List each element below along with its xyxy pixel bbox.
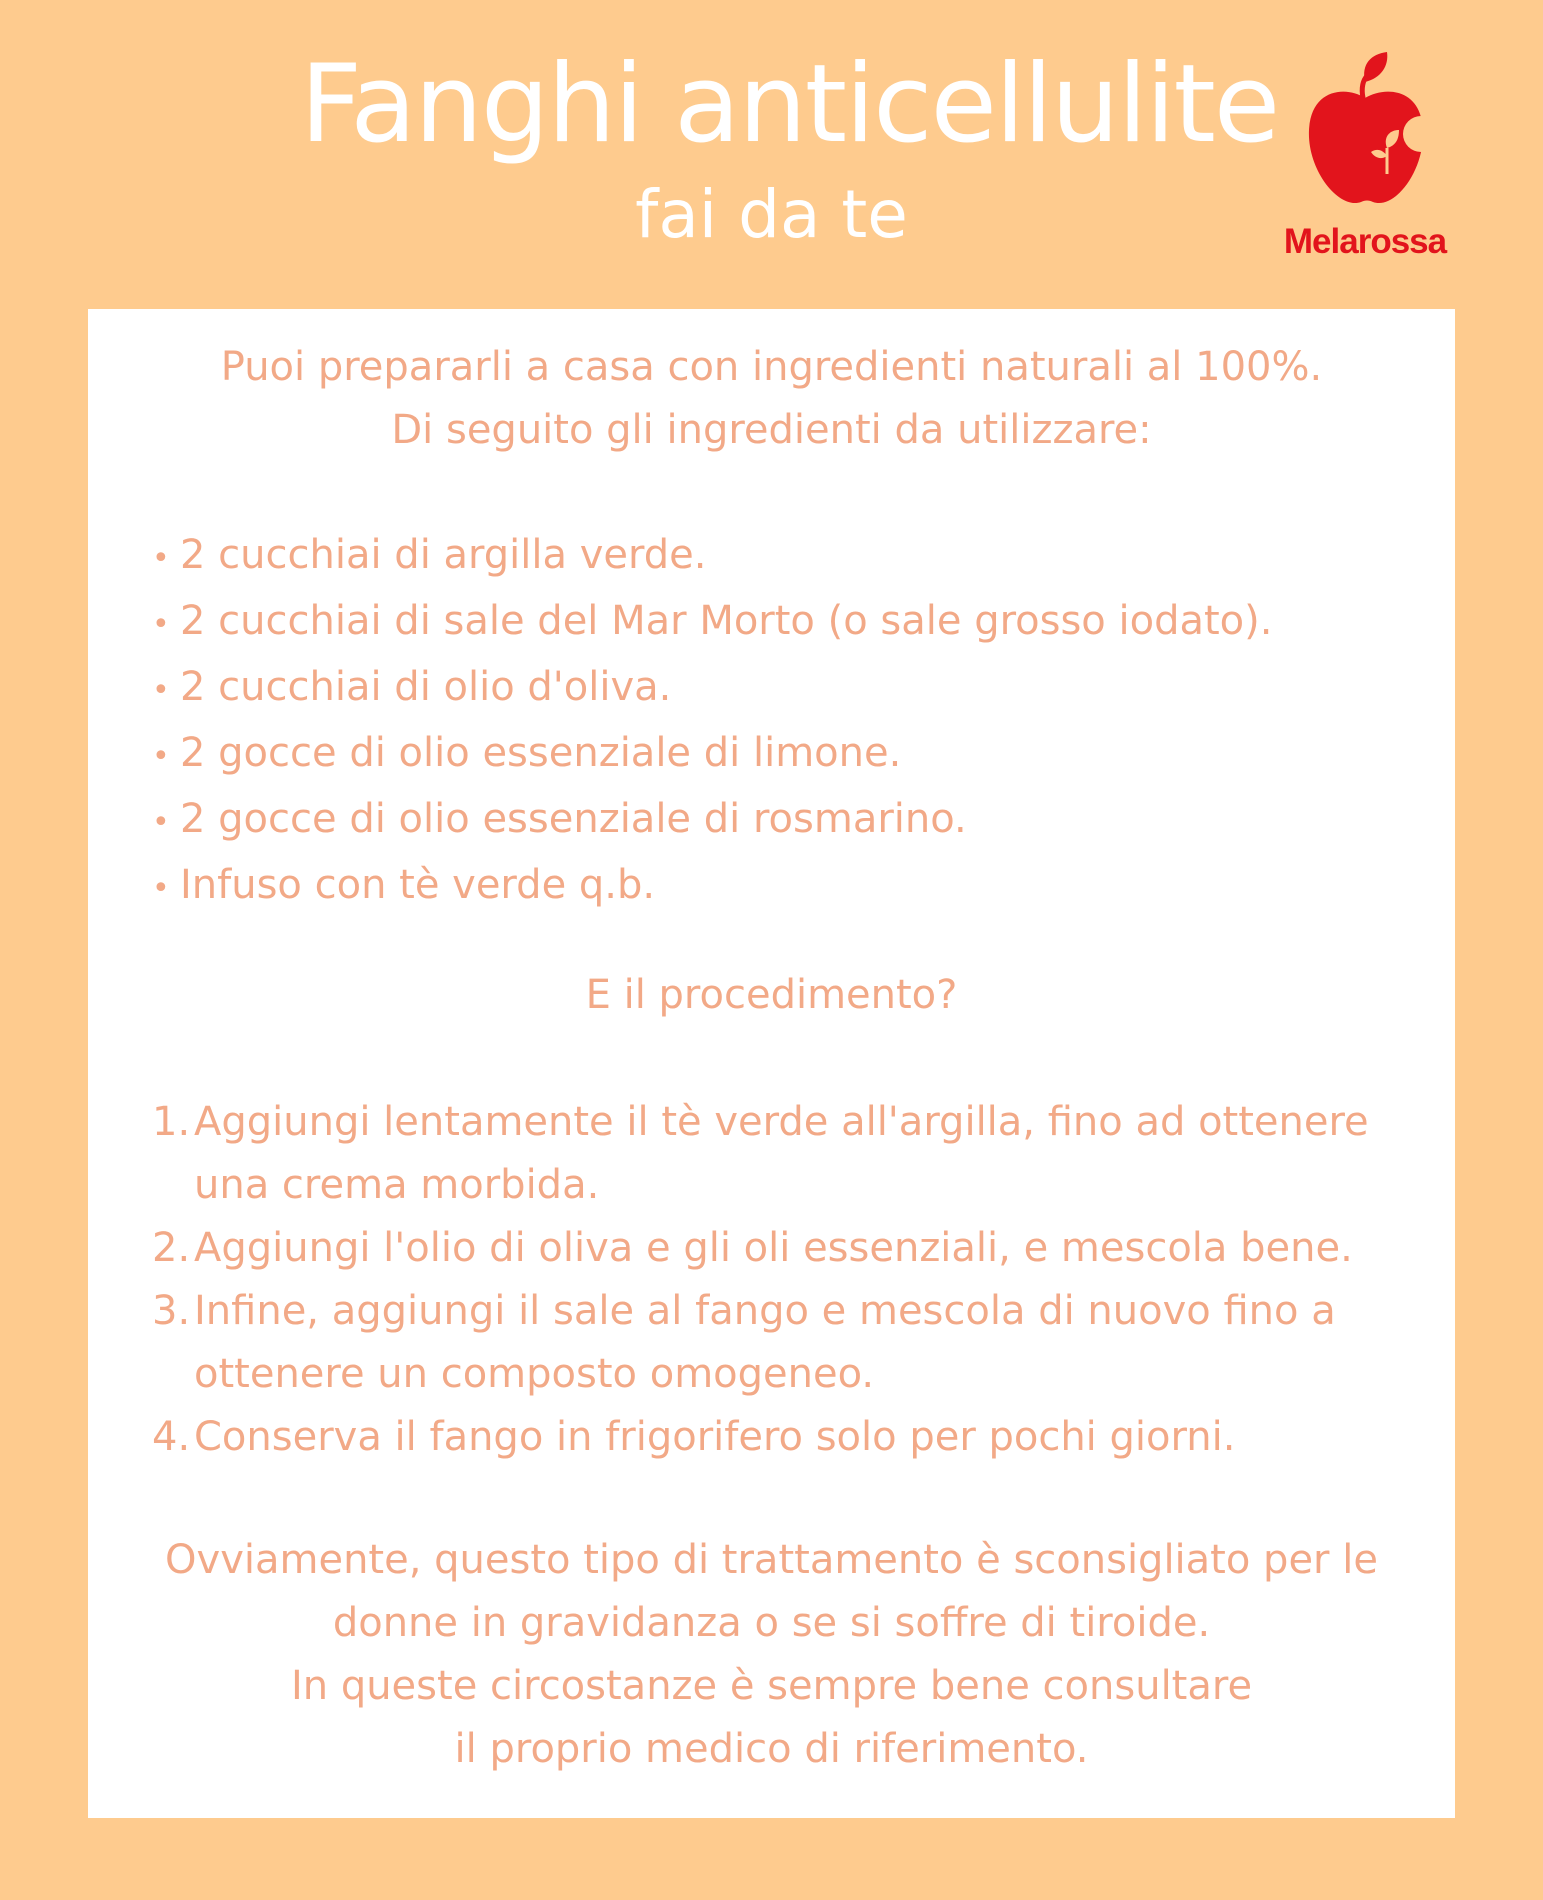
bullet-icon: •: [152, 673, 170, 708]
step-number: 3.: [152, 1288, 191, 1334]
bullet-icon: •: [152, 739, 170, 774]
step-number: 2.: [152, 1225, 191, 1271]
header: [0, 0, 1543, 300]
step-text: Aggiungi lentamente il tè verde all'argilla, fino ad ottenere: [194, 1099, 1369, 1145]
ingredient-text: 2 cucchiai di sale del Mar Morto (o sale grosso iodato).: [180, 598, 1273, 644]
step-item: [152, 1217, 1424, 1280]
list-item: [152, 854, 1272, 920]
step-number: 1.: [152, 1099, 191, 1145]
bullet-icon: •: [152, 541, 170, 576]
step-text: Infine, aggiungi il sale al fango e mescola di nuovo fino a: [194, 1288, 1336, 1334]
bullet-icon: •: [152, 607, 170, 642]
step-number: 4.: [152, 1414, 191, 1460]
brand-logo: [1265, 52, 1465, 272]
intro-line: Di seguito gli ingredienti da utilizzare:: [391, 407, 1152, 453]
note-line: Ovviamente, questo tipo di trattamento è sconsigliato per le: [165, 1537, 1378, 1583]
step-text: una crema morbida.: [194, 1162, 600, 1208]
intro-line: Puoi prepararli a casa con ingredienti naturali al 100%.: [220, 344, 1323, 390]
bullet-icon: •: [152, 871, 170, 906]
content-card: [88, 309, 1455, 1818]
ingredient-text: 2 cucchiai di olio d'oliva.: [180, 664, 672, 710]
list-item: [152, 524, 1272, 590]
ingredient-text: Infuso con tè verde q.b.: [180, 862, 656, 908]
apple-icon: [1303, 52, 1427, 212]
step-text: ottenere un composto omogeneo.: [194, 1351, 875, 1397]
step-item: [152, 1091, 1424, 1217]
ingredient-text: 2 cucchiai di argilla verde.: [180, 532, 707, 578]
step-item: [152, 1280, 1424, 1406]
note-line: il proprio medico di riferimento.: [454, 1726, 1089, 1772]
note-line: donne in gravidanza o se si soffre di tiroide.: [332, 1600, 1211, 1646]
disclaimer-note: [88, 1529, 1455, 1781]
ingredient-text: 2 gocce di olio essenziale di limone.: [180, 730, 902, 776]
step-item: [152, 1406, 1424, 1469]
page-title: Fanghi anticellulite: [300, 42, 1279, 167]
list-item: [152, 788, 1272, 854]
note-line: In queste circostanze è sempre bene consultare: [290, 1663, 1253, 1709]
list-item: [152, 722, 1272, 788]
step-text: Conserva il fango in frigorifero solo per pochi giorni.: [194, 1414, 1236, 1460]
page-subtitle: fai da te: [635, 176, 908, 253]
procedure-title: E il procedimento?: [585, 972, 958, 1018]
intro-text: [88, 336, 1455, 462]
list-item: [152, 656, 1272, 722]
step-text: Aggiungi l'olio di oliva e gli oli essenziali, e mescola bene.: [194, 1225, 1353, 1271]
brand-name: Melarossa: [1283, 222, 1447, 261]
ingredient-text: 2 gocce di olio essenziale di rosmarino.: [180, 796, 967, 842]
list-item: [152, 590, 1272, 656]
ingredients-list: [152, 524, 1272, 920]
procedure-steps: [152, 1091, 1424, 1469]
bullet-icon: •: [152, 805, 170, 840]
